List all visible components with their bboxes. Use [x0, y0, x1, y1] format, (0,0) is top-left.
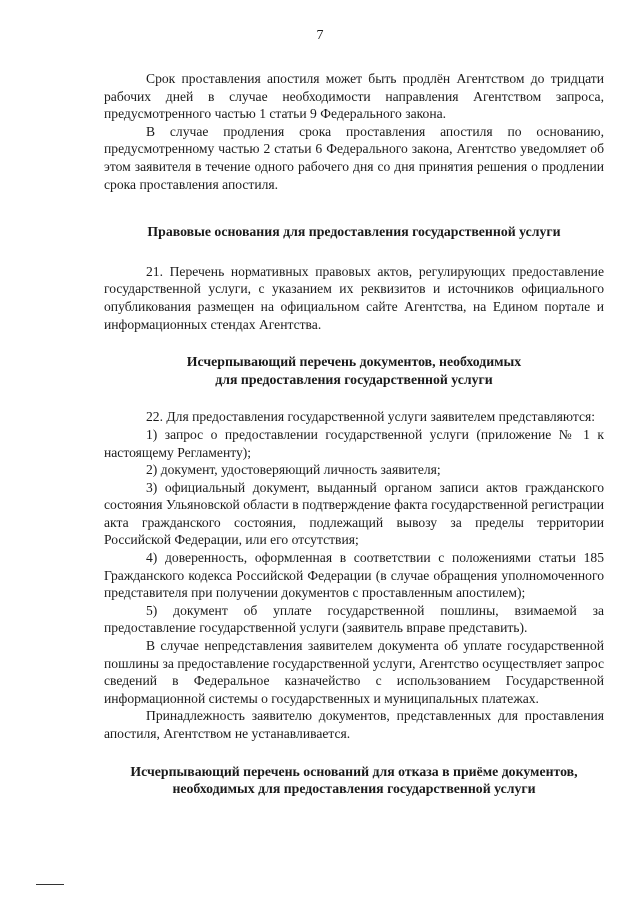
- list-item: 2) документ, удостоверяющий личность заявителя;: [146, 462, 441, 478]
- footer-rule: [36, 884, 64, 885]
- document-body: [104, 70, 604, 798]
- list-item: 3) официальный документ, выданный органом записи актов гражданского состояния Ульяновской области в подтверждение факта государственной регистрации акта гражданского состояния, подлежащий вывозу за пределы территории Российской Федерации, или его отсутствия;: [104, 479, 604, 548]
- paragraph-belonging: Принадлежность заявителю документов, представленных для проставления апостиля, Агентством не устанавливается.: [104, 708, 604, 741]
- list-item: 1) запрос о предоставлении государственной услуги (приложение № 1 к настоящему Регламенту);: [104, 426, 604, 460]
- heading-required-documents: [104, 353, 604, 388]
- paragraph-21: 21. Перечень нормативных правовых актов, регулирующих предоставление государственной услуги, с указанием их реквизитов и источников официального опубликования размещен на официальном сайте Агентства, на Едином портале и информационных стендах Агентства.: [104, 263, 604, 332]
- paragraph-extension-notice: В случае продления срока проставления апостиля по основанию, предусмотренному частью 2 статьи 6 Федерального закона, Агентство уведомляет об этом заявителя в течение одного рабочего дня со дня принятия решения о продлении срока проставления апостиля.: [104, 123, 604, 192]
- heading-line: Исчерпывающий перечень оснований для отказа в приёме документов,: [130, 763, 578, 779]
- heading-legal-basis: Правовые основания для предоставления государственной услуги: [147, 224, 561, 240]
- paragraph-fee-request: В случае непредставления заявителем документа об уплате государственной пошлины за предоставление государственной услуги, Агентство осуществляет запрос сведений в Федеральное казначейство с использованием Государственной информационной системы о государственных и муниципальных платежах.: [104, 638, 604, 706]
- heading-line: для предоставления государственной услуги: [215, 371, 493, 387]
- list-item: 4) доверенность, оформленная в соответствии с положениями статьи 185 Гражданского кодекса Российской Федерации (в случае обращения уполномоченного представителя при получении документов с проставленным апостилем);: [104, 550, 604, 601]
- heading-line: Исчерпывающий перечень документов, необходимых: [186, 354, 522, 370]
- paragraph-22: 22. Для предоставления государственной услуги заявителем представляются:: [146, 409, 596, 425]
- list-item: 5) документ об уплате государственной пошлины, взимаемой за предоставление государственной услуги (заявитель вправе представить).: [104, 602, 604, 636]
- page-number: 7: [316, 28, 324, 43]
- heading-line: необходимых для предоставления государственной услуги: [172, 781, 536, 797]
- paragraph-extension-term: Срок проставления апостиля может быть продлён Агентством до тридцати рабочих дней в случае необходимости направления Агентством запроса, предусмотренного частью 1 статьи 9 Федерального закона.: [104, 71, 604, 122]
- heading-refusal-grounds: [104, 763, 604, 798]
